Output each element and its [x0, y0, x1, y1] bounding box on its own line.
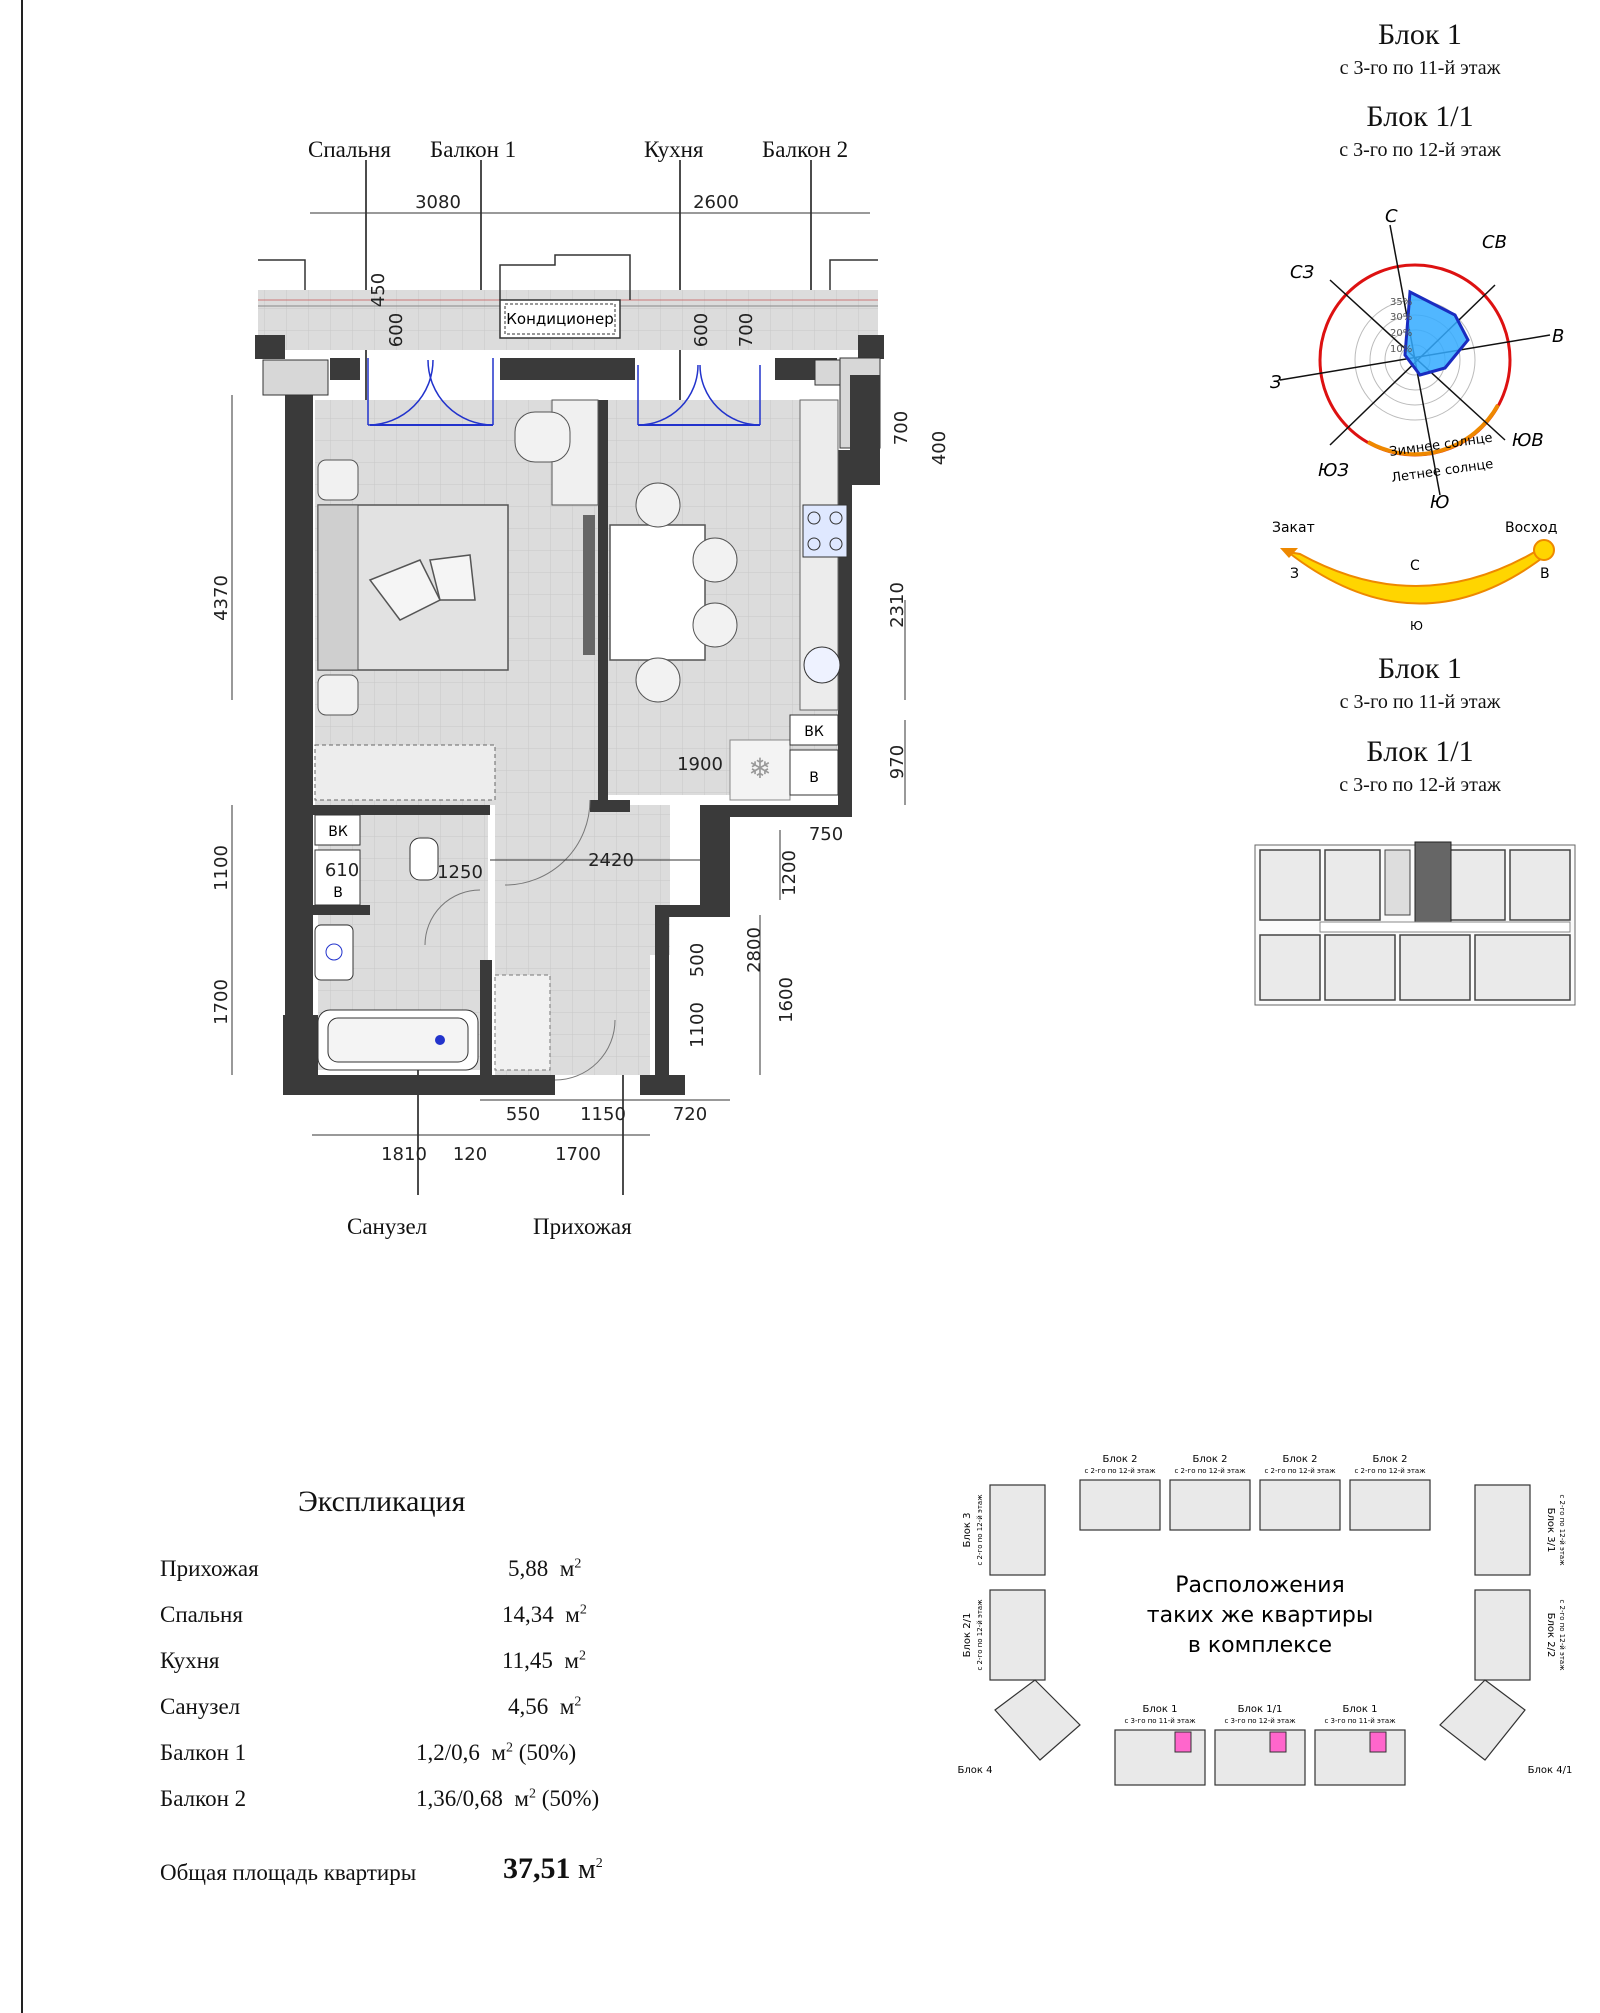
compass-se: ЮВ — [1512, 430, 1544, 451]
wall-middle — [598, 400, 608, 805]
svg-text:с 2-го по 12-й этаж: с 2-го по 12-й этаж — [1084, 1467, 1156, 1475]
complex-location-plan — [940, 1440, 1580, 1820]
wall-bottom — [310, 1075, 555, 1095]
mid-block11-title: Блок 1/1 — [1366, 735, 1474, 768]
expl-name-0: Прихожая — [160, 1556, 259, 1581]
block1-title: Блок 1 — [1378, 18, 1462, 51]
mid-block1-title: Блок 1 — [1378, 652, 1462, 685]
block1-floors: с 3-го по 11-й этаж — [1339, 57, 1501, 79]
svg-text:750: 750 — [808, 824, 844, 845]
svg-text:700: 700 — [891, 410, 912, 446]
svg-text:1700: 1700 — [555, 1144, 601, 1165]
ac-label: Кондиционер — [506, 310, 614, 328]
svg-text:2800: 2800 — [744, 927, 765, 973]
svg-text:20%: 20% — [1390, 328, 1413, 339]
svg-text:В: В — [809, 770, 819, 786]
svg-text:2310: 2310 — [887, 582, 908, 628]
compass-ne: СВ — [1482, 232, 1507, 253]
expl-name-3: Санузел — [160, 1694, 241, 1719]
svg-text:С: С — [1410, 558, 1420, 574]
svg-text:Блок 2/2: Блок 2/2 — [1545, 1612, 1556, 1658]
svg-text:30%: 30% — [1390, 312, 1413, 323]
wall-right — [838, 450, 852, 805]
winter-sun-label: Зимнее солнце — [1388, 430, 1494, 460]
kitchen-sink — [804, 647, 840, 683]
svg-text:2420: 2420 — [588, 850, 634, 871]
highlighted-apartment — [1415, 842, 1451, 922]
explication-title: Экспликация — [298, 1485, 466, 1518]
svg-text:Блок 1/1: Блок 1/1 — [1237, 1704, 1283, 1715]
sunset-label: Закат — [1272, 520, 1315, 536]
svg-text:10%: 10% — [1390, 344, 1413, 355]
svg-text:4370: 4370 — [211, 575, 232, 621]
floor-key-plan — [1250, 830, 1580, 1020]
location-line2: таких же квартиры — [1146, 1603, 1374, 1628]
location-line3: в комплексе — [1187, 1633, 1333, 1658]
sun-path-diagram — [1270, 510, 1570, 640]
toilet — [410, 838, 438, 880]
expl-name-4: Балкон 1 — [160, 1740, 247, 1765]
expl-value-0: 5,88 — [508, 1556, 549, 1581]
svg-text:с 3-го по 12-й этаж: с 3-го по 12-й этаж — [1224, 1717, 1296, 1725]
svg-text:с 2-го по 12-й этаж: с 2-го по 12-й этаж — [976, 1599, 984, 1671]
wind-rose-shape — [1405, 292, 1468, 375]
svg-text:В: В — [1540, 566, 1550, 582]
label-balcony1: Балкон 1 — [430, 137, 517, 162]
svg-text:с 2-го по 12-й этаж: с 2-го по 12-й этаж — [1264, 1467, 1336, 1475]
compass-e: В — [1552, 326, 1565, 347]
svg-text:Блок 3: Блок 3 — [962, 1512, 973, 1548]
svg-text:1900: 1900 — [677, 754, 723, 775]
label-bathroom: Санузел — [347, 1214, 428, 1239]
compass-sw: ЮЗ — [1318, 460, 1349, 481]
svg-text:ВК: ВК — [804, 724, 824, 740]
stove — [803, 505, 847, 557]
dining-table — [610, 525, 705, 660]
svg-text:2600: 2600 — [693, 192, 739, 213]
wall-top-mid — [500, 358, 635, 380]
wall-left — [285, 395, 313, 1095]
mid-block1-floors: с 3-го по 11-й этаж — [1339, 691, 1501, 713]
svg-text:Ю: Ю — [1410, 619, 1423, 633]
svg-text:с 2-го по 12-й этаж: с 2-го по 12-й этаж — [1354, 1467, 1426, 1475]
total-area-label: Общая площадь квартиры — [160, 1860, 417, 1885]
expl-name-2: Кухня — [160, 1648, 220, 1673]
svg-text:1100: 1100 — [687, 1002, 708, 1048]
svg-text:с 2-го по 12-й этаж: с 2-го по 12-й этаж — [1174, 1467, 1246, 1475]
svg-text:610: 610 — [324, 860, 360, 881]
label-hallway: Прихожая — [533, 1214, 632, 1239]
label-balcony2: Балкон 2 — [762, 137, 849, 162]
wardrobe — [315, 745, 495, 800]
svg-text:с 2-го по 12-й этаж: с 2-го по 12-й этаж — [1558, 1599, 1566, 1671]
svg-text:1600: 1600 — [776, 977, 797, 1023]
svg-text:Блок 1: Блок 1 — [1342, 1704, 1378, 1715]
svg-text:600: 600 — [386, 312, 407, 348]
compass-w: З — [1270, 372, 1282, 393]
svg-text:1100: 1100 — [211, 845, 232, 891]
svg-text:Блок 2: Блок 2 — [1102, 1454, 1138, 1465]
label-bedroom: Спальня — [308, 137, 391, 162]
svg-text:3080: 3080 — [415, 192, 461, 213]
svg-text:Блок 3/1: Блок 3/1 — [1545, 1507, 1556, 1553]
svg-text:700: 700 — [736, 312, 757, 348]
label-kitchen: Кухня — [644, 137, 704, 162]
svg-text:с 2-го по 12-й этаж: с 2-го по 12-й этаж — [976, 1494, 984, 1566]
svg-text:Блок 2/1: Блок 2/1 — [962, 1612, 973, 1658]
svg-text:Блок 4: Блок 4 — [957, 1765, 993, 1776]
svg-text:720: 720 — [672, 1104, 708, 1125]
svg-text:120: 120 — [452, 1144, 488, 1165]
svg-text:В: В — [333, 885, 343, 901]
svg-text:1810: 1810 — [381, 1144, 427, 1165]
total-area-value: 37,51 — [503, 1852, 571, 1885]
svg-text:Блок 1: Блок 1 — [1142, 1704, 1178, 1715]
svg-text:450: 450 — [368, 272, 389, 308]
svg-text:600: 600 — [691, 312, 712, 348]
compass-n: С — [1385, 206, 1398, 227]
svg-text:с 3-го по 11-й этаж: с 3-го по 11-й этаж — [1324, 1717, 1396, 1725]
svg-text:с 3-го по 11-й этаж: с 3-го по 11-й этаж — [1124, 1717, 1196, 1725]
svg-text:400: 400 — [929, 430, 950, 466]
expl-value-4: 1,2/0,6 — [416, 1740, 480, 1765]
wall-right-outer — [850, 375, 880, 485]
svg-text:1250: 1250 — [437, 862, 483, 883]
expl-value-5: 1,36/0,68 — [416, 1786, 503, 1811]
expl-value-1: 14,34 — [502, 1602, 554, 1627]
svg-text:1150: 1150 — [580, 1104, 626, 1125]
svg-text:Блок 2: Блок 2 — [1372, 1454, 1408, 1465]
svg-text:1700: 1700 — [211, 979, 232, 1025]
floor-plan — [0, 0, 960, 1200]
expl-value-3: 4,56 — [508, 1694, 549, 1719]
svg-text:Блок 2: Блок 2 — [1282, 1454, 1318, 1465]
summer-sun-label: Летнее солнце — [1390, 456, 1495, 486]
location-line1: Расположения — [1175, 1573, 1345, 1598]
svg-text:970: 970 — [887, 744, 908, 780]
wind-rose — [1270, 200, 1570, 510]
expl-value-2: 11,45 — [502, 1648, 553, 1673]
compass-nw: СЗ — [1290, 262, 1315, 283]
wall-bath-top — [310, 805, 490, 815]
svg-text:с 2-го по 12-й этаж: с 2-го по 12-й этаж — [1558, 1494, 1566, 1566]
expl-name-1: Спальня — [160, 1602, 243, 1627]
svg-text:❄: ❄ — [748, 752, 772, 785]
svg-text:35%: 35% — [1390, 297, 1413, 308]
svg-text:Блок 4/1: Блок 4/1 — [1527, 1765, 1573, 1776]
mid-block11-floors: с 3-го по 12-й этаж — [1339, 774, 1501, 796]
sunrise-label: Восход — [1505, 520, 1558, 536]
bath-sink — [315, 925, 353, 980]
svg-text:500: 500 — [687, 942, 708, 978]
svg-text:Блок 2: Блок 2 — [1192, 1454, 1228, 1465]
block11-title: Блок 1/1 — [1366, 100, 1474, 133]
block11-floors: с 3-го по 12-й этаж — [1339, 139, 1501, 161]
svg-text:1200: 1200 — [779, 850, 800, 896]
svg-text:550: 550 — [505, 1104, 541, 1125]
compass-s: Ю — [1430, 492, 1450, 510]
svg-text:З: З — [1290, 566, 1299, 582]
expl-name-5: Балкон 2 — [160, 1786, 247, 1811]
svg-text:ВК: ВК — [328, 824, 348, 840]
